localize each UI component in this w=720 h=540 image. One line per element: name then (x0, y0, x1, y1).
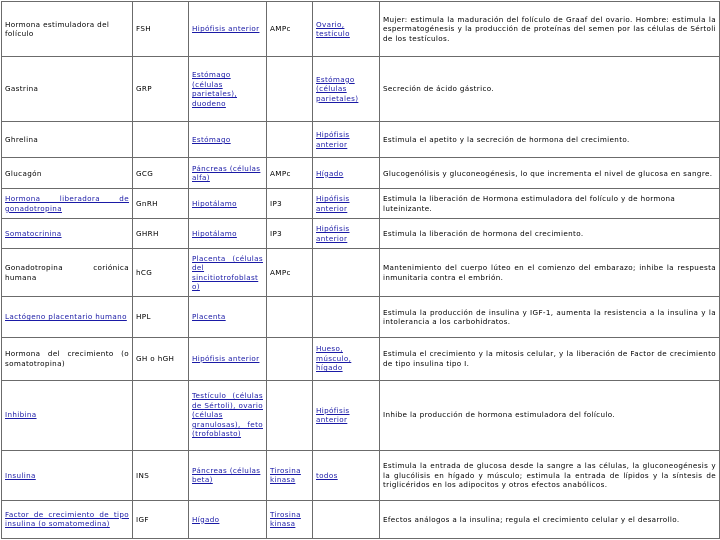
source-cell (189, 297, 267, 337)
table-row (2, 297, 720, 337)
hormone-name-cell (2, 337, 133, 380)
source-link[interactable]: Hipófisis anterior (192, 353, 260, 363)
effect-text: Mantenimiento del cuerpo lúteo en el comienzo del embarazo; inhibe la respuesta inmunitaria contra el embrión. (383, 263, 716, 282)
effect-text: Estimula el apetito y la secreción de hormona del crecimiento. (383, 134, 630, 144)
target-link[interactable]: Ovario, testículo (316, 19, 350, 39)
effect-text: Glucogenólisis y gluconeogénesis, lo que incrementa el nivel de glucosa en sangre. (383, 168, 713, 178)
source-cell (189, 500, 267, 538)
table-row (2, 57, 720, 122)
mechanism-cell (267, 158, 313, 189)
hormone-name-link[interactable]: Lactógeno placentario humano (5, 312, 127, 322)
effect-cell (380, 297, 720, 337)
target-link[interactable]: Hipófisis anterior (316, 194, 350, 213)
hormone-name-cell (2, 189, 133, 219)
table-row (2, 380, 720, 450)
mechanism-cell (267, 122, 313, 158)
mechanism-cell (267, 219, 313, 249)
mechanism-cell (267, 337, 313, 380)
effect-text: Estimula la liberación de hormona del crecimiento. (383, 229, 584, 239)
abbreviation: INS (136, 470, 150, 480)
source-cell (189, 2, 267, 57)
table-row (2, 249, 720, 297)
effect-cell (380, 380, 720, 450)
abbreviation: GnRH (136, 199, 158, 209)
target-cell (313, 158, 380, 189)
hormone-name-cell (2, 2, 133, 57)
source-link[interactable]: Páncreas (células alfa) (192, 163, 261, 183)
target-link[interactable]: Hipófisis anterior (316, 405, 350, 425)
effect-cell (380, 189, 720, 219)
table-row (2, 219, 720, 249)
hormone-name-cell (2, 450, 133, 500)
effect-cell (380, 57, 720, 122)
hormone-name-cell (2, 57, 133, 122)
hormone-name: Hormona del crecimiento (o somatotropina) (5, 349, 129, 368)
abbreviation: GHRH (136, 229, 159, 239)
source-cell (189, 158, 267, 189)
hormone-name-link[interactable]: Factor de crecimiento de tipo insulina (o somatomedina) (5, 509, 129, 529)
mechanism: IP3 (270, 199, 283, 209)
table-row (2, 122, 720, 158)
effect-cell (380, 450, 720, 500)
abbreviation: GH o hGH (136, 353, 175, 363)
source-cell (189, 380, 267, 450)
effect-text: Estimula la entrada de glucosa desde la sangre a las células, la gluconeogénesis y la glucólisis en hígado y músculo; estimula la entrada de lípidos y la síntesis de triglicéridos en los adipocitos y otros efectos anabólicos. (383, 461, 716, 490)
effect-text: Estimula el crecimiento y la mitosis celular, y la liberación de Factor de crecimiento de tipo insulina tipo I. (383, 349, 716, 368)
source-link[interactable]: Estómago (192, 134, 231, 144)
hormone-name-link[interactable]: Inhibina (5, 410, 37, 420)
target-link[interactable]: todos (316, 470, 338, 480)
source-cell (189, 122, 267, 158)
target-cell (313, 219, 380, 249)
mechanism-cell (267, 189, 313, 219)
target-cell (313, 249, 380, 297)
source-cell (189, 189, 267, 219)
target-cell (313, 380, 380, 450)
effect-cell (380, 122, 720, 158)
abbreviation: FSH (136, 24, 152, 34)
mechanism: AMPc (270, 268, 291, 278)
mechanism-cell (267, 450, 313, 500)
source-cell (189, 219, 267, 249)
abbreviation-cell (133, 219, 189, 249)
target-cell (313, 2, 380, 57)
abbreviation-cell (133, 249, 189, 297)
hormone-name: Ghrelina (5, 134, 39, 144)
source-cell (189, 450, 267, 500)
mechanism: IP3 (270, 229, 283, 239)
hormone-name-cell (2, 249, 133, 297)
hormone-name-link[interactable]: Hormona liberadora de gonadotropina (5, 194, 129, 213)
abbreviation: GCG (136, 168, 154, 178)
abbreviation-cell (133, 297, 189, 337)
hormone-name-cell (2, 158, 133, 189)
target-link[interactable]: Hueso, músculo, hígado (316, 344, 352, 373)
mechanism-cell (267, 380, 313, 450)
source-link[interactable]: Hígado (192, 514, 220, 524)
target-cell (313, 57, 380, 122)
effect-cell (380, 500, 720, 538)
hormone-name: Gastrina (5, 84, 39, 94)
effect-cell (380, 249, 720, 297)
target-cell (313, 122, 380, 158)
abbreviation-cell (133, 500, 189, 538)
hormone-table (1, 1, 720, 539)
effect-cell (380, 158, 720, 189)
abbreviation-cell (133, 158, 189, 189)
effect-cell (380, 219, 720, 249)
source-link[interactable]: Placenta (células del sincitiotrofoblast o) (192, 253, 263, 292)
effect-text: Mujer: estimula la maduración del folículo de Graaf del ovario. Hombre: estimula la espermatogénesis y la producción de proteínas del semen por las células de Sértoli de los testículos. (383, 14, 716, 43)
target-cell (313, 337, 380, 380)
mechanism-link[interactable]: Tirosina kinasa (270, 465, 301, 485)
abbreviation-cell (133, 450, 189, 500)
source-link[interactable]: Hipotálamo (192, 199, 237, 209)
mechanism-cell (267, 2, 313, 57)
hormone-name: Hormona estimuladora del folículo (5, 19, 110, 39)
target-cell (313, 297, 380, 337)
effect-text: Secreción de ácido gástrico. (383, 84, 494, 94)
table-row (2, 2, 720, 57)
mechanism-cell (267, 500, 313, 538)
mechanism-cell (267, 297, 313, 337)
abbreviation-cell (133, 380, 189, 450)
hormone-name-link[interactable]: Insulina (5, 470, 36, 480)
effect-cell (380, 2, 720, 57)
target-link[interactable]: Hipófisis anterior (316, 224, 350, 243)
source-link[interactable]: Testículo (células de Sértoli), ovario (células granulosas), feto (trofoblasto) (192, 391, 263, 439)
source-link[interactable]: Hipotálamo (192, 229, 237, 239)
target-cell (313, 189, 380, 219)
hormone-name-link[interactable]: Somatocrinina (5, 229, 62, 239)
abbreviation: IGF (136, 514, 149, 524)
source-cell (189, 57, 267, 122)
hormone-name-cell (2, 122, 133, 158)
source-cell (189, 249, 267, 297)
source-link[interactable]: Placenta (192, 312, 226, 322)
effect-text: Efectos análogos a la insulina; regula el crecimiento celular y el desarrollo. (383, 514, 680, 524)
abbreviation-cell (133, 2, 189, 57)
hormone-name-cell (2, 500, 133, 538)
target-cell (313, 450, 380, 500)
target-link[interactable]: Hipófisis anterior (316, 130, 350, 149)
hormone-name-cell (2, 297, 133, 337)
mechanism: AMPc (270, 24, 291, 34)
target-link[interactable]: Estómago (células parietales) (316, 74, 359, 103)
target-cell (313, 500, 380, 538)
effect-cell (380, 337, 720, 380)
hormone-name: Gonadotropina coriónica humana (5, 263, 129, 282)
table-row (2, 158, 720, 189)
hormone-name: Glucagón (5, 168, 42, 178)
mechanism-cell (267, 249, 313, 297)
effect-text: Estimula la liberación de Hormona estimuladora del folículo y de hormona luteinizante. (383, 194, 676, 213)
table-row (2, 500, 720, 538)
mechanism: AMPc (270, 168, 291, 178)
mechanism-cell (267, 57, 313, 122)
abbreviation: hCG (136, 268, 153, 278)
source-link[interactable]: Hipófisis anterior (192, 24, 260, 34)
abbreviation-cell (133, 57, 189, 122)
hormone-name-cell (2, 219, 133, 249)
target-link[interactable]: Hígado (316, 168, 344, 178)
source-link[interactable]: Páncreas (células beta) (192, 465, 261, 485)
abbreviation-cell (133, 122, 189, 158)
table-row (2, 450, 720, 500)
table-row (2, 189, 720, 219)
effect-text: Inhibe la producción de hormona estimuladora del folículo. (383, 410, 615, 420)
hormone-name-cell (2, 380, 133, 450)
effect-text: Estimula la producción de insulina y IGF-1, aumenta la resistencia a la insulina y la intolerancia a los carbohidratos. (383, 307, 716, 327)
abbreviation-cell (133, 337, 189, 380)
source-link[interactable]: Estómago (células parietales), duodeno (192, 70, 238, 108)
mechanism-link[interactable]: Tirosina kinasa (270, 509, 301, 529)
table-row (2, 337, 720, 380)
source-cell (189, 337, 267, 380)
abbreviation-cell (133, 189, 189, 219)
abbreviation: GRP (136, 84, 152, 94)
abbreviation: HPL (136, 312, 151, 322)
